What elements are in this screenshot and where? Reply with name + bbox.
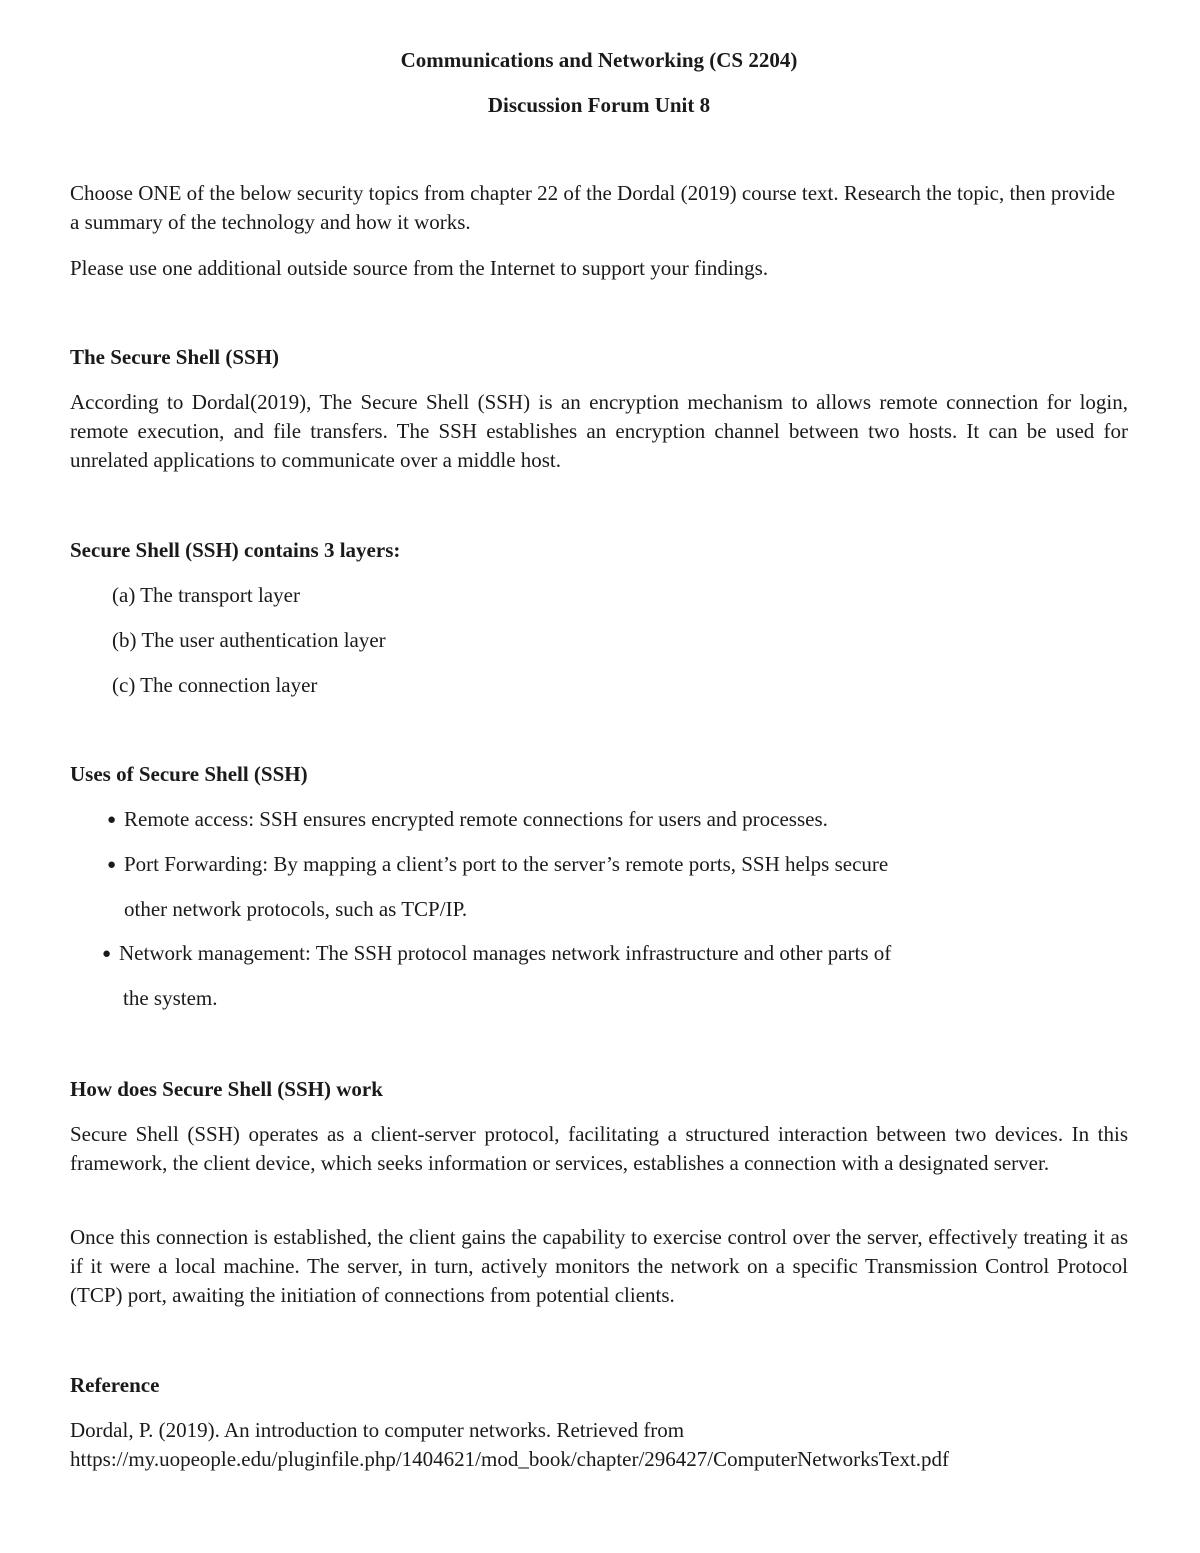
uses-list-item	[107, 852, 888, 877]
bullet-icon: ●	[107, 812, 117, 828]
ssh-body: According to Dordal(2019), The Secure Shell (SSH) is an encryption mechanism to allows remote connection for login, remote execution, and file transfers. The SSH establishes an encryption channel between two hosts. It can be used for unrelated applications to communicate over a middle host.	[70, 390, 1128, 472]
uses-item-remote-access: Remote access: SSH ensures encrypted remote connections for users and processes.	[124, 807, 828, 831]
reference-heading: Reference	[70, 1373, 160, 1397]
ssh-heading: The Secure Shell (SSH)	[70, 345, 280, 369]
layer-item-authentication: (b) The user authentication layer	[112, 628, 386, 652]
uses-heading: Uses of Secure Shell (SSH)	[70, 762, 308, 786]
reference-url: https://my.uopeople.edu/pluginfile.php/1404621/mod_book/chapter/296427/ComputerNetworksText.pdf	[70, 1447, 950, 1471]
course-title: Communications and Networking (CS 2204)	[400, 48, 798, 72]
uses-item-network-management: Network management: The SSH protocol manages network infrastructure and other parts of	[119, 941, 892, 965]
layers-heading: Secure Shell (SSH) contains 3 layers:	[70, 538, 401, 562]
how-paragraph-2: Once this connection is established, the client gains the capability to exercise control over the server, effectively treating it as if it were a local machine. The server, in turn, actively monitors the network on a specific Transmission Control Protocol (TCP) port, awaiting the initiation of connections from potential clients.	[70, 1225, 1128, 1307]
bullet-icon: ●	[102, 946, 112, 962]
bullet-icon: ●	[107, 857, 117, 873]
reference-citation: Dordal, P. (2019). An introduction to computer networks. Retrieved from	[70, 1418, 685, 1442]
how-paragraph-1: Secure Shell (SSH) operates as a client-server protocol, facilitating a structured interaction between two devices. In this framework, the client device, which seeks information or services, establishes a connection with a designated server.	[70, 1122, 1128, 1175]
uses-item-port-forwarding-continued: other network protocols, such as TCP/IP.	[124, 897, 468, 921]
prompt-source-note: Please use one additional outside source from the Internet to support your findings.	[70, 256, 769, 280]
layer-item-transport: (a) The transport layer	[112, 583, 300, 607]
how-heading: How does Secure Shell (SSH) work	[70, 1077, 383, 1101]
prompt-instruction: Choose ONE of the below security topics from chapter 22 of the Dordal (2019) course text. Research the topic, then provide a summary of the technology and how it works.	[70, 181, 1116, 234]
unit-title: Discussion Forum Unit 8	[487, 93, 711, 117]
uses-list-item	[102, 941, 891, 966]
uses-item-network-management-continued: the system.	[123, 986, 218, 1010]
uses-list-item	[107, 807, 828, 832]
uses-item-port-forwarding: Port Forwarding: By mapping a client’s port to the server’s remote ports, SSH helps secure	[124, 852, 889, 876]
layer-item-connection: (c) The connection layer	[112, 673, 318, 697]
document-page	[70, 0, 1128, 1553]
